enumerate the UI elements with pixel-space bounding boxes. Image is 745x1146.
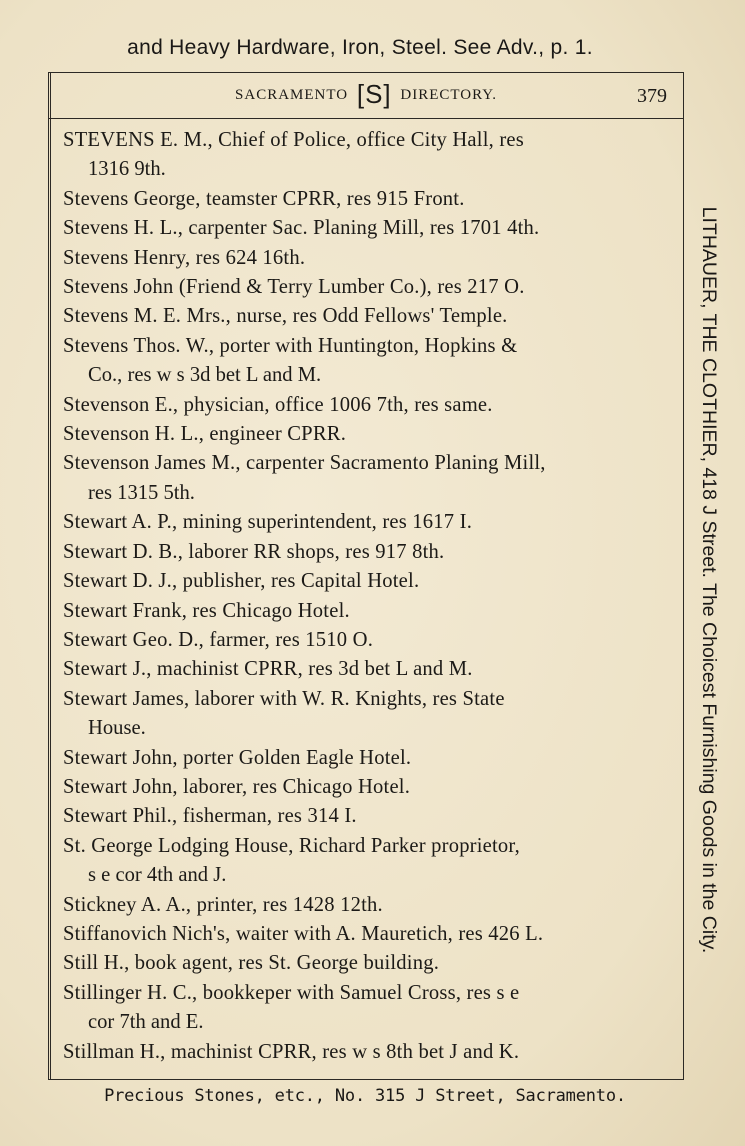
directory-entry (63, 744, 675, 773)
entry-text: Stevens George, teamster CPRR, res 915 Front. (63, 187, 465, 210)
directory-entry (63, 949, 675, 978)
directory-entry (63, 773, 675, 802)
directory-entry (63, 420, 675, 449)
directory-entry (63, 1038, 675, 1067)
entry-text: Stillinger H. C., bookkeper with Samuel Cross, res s e (63, 981, 520, 1004)
directory-entry (63, 920, 675, 949)
running-head (49, 73, 683, 119)
entry-text: Stevens H. L., carpenter Sac. Planing Mill, res 1701 4th. (63, 217, 540, 240)
directory-entry (63, 508, 675, 537)
entry-text: Stewart James, laborer with W. R. Knights, res State (63, 687, 505, 710)
directory-entry (63, 244, 675, 273)
directory-listing (63, 126, 675, 1067)
directory-entry (63, 655, 675, 684)
directory-entry (63, 449, 675, 508)
entry-text: Stevenson E., physician, office 1006 7th, res same. (63, 393, 493, 416)
entry-continuation: s e cor 4th and J. (88, 864, 227, 887)
directory-entry (63, 802, 675, 831)
directory-entry (63, 832, 675, 891)
entry-text: Stiffanovich Nich's, waiter with A. Mauretich, res 426 L. (63, 922, 544, 945)
frame-inner-rule (50, 72, 51, 1080)
entry-text: Stewart Phil., fisherman, res 314 I. (63, 805, 357, 828)
entry-continuation: cor 7th and E. (88, 1011, 204, 1034)
entry-continuation: 1316 9th. (88, 158, 166, 181)
side-advertisement: LITHAUER, THE CLOTHIER, 418 J Street. The Choicest Furnishing Goods in the City. (698, 206, 720, 954)
entry-text: Stewart D. J., publisher, res Capital Hotel. (63, 570, 420, 593)
entry-text: Stevens Henry, res 624 16th. (63, 246, 306, 269)
directory-entry (63, 538, 675, 567)
directory-entry (63, 567, 675, 596)
running-head-title (49, 79, 683, 110)
entry-text: STEVENS E. M., Chief of Police, office City Hall, res (63, 129, 524, 151)
entry-text: Stevens Thos. W., porter with Huntington, Hopkins & (63, 334, 518, 357)
entry-continuation: House. (88, 717, 146, 740)
directory-entry (63, 273, 675, 302)
entry-text: Stewart A. P., mining superintendent, res 1617 I. (63, 511, 473, 534)
directory-entry (63, 685, 675, 744)
entry-text: Stewart John, laborer, res Chicago Hotel. (63, 775, 411, 798)
entry-text: Still H., book agent, res St. George building. (63, 952, 440, 975)
directory-entry (63, 214, 675, 243)
directory-entry (63, 626, 675, 655)
page-number: 379 (637, 85, 667, 107)
entry-text: Stevenson James M., carpenter Sacramento Planing Mill, (63, 452, 546, 475)
running-head-word: DIRECTORY. (400, 87, 497, 103)
entry-text: Stewart J., machinist CPRR, res 3d bet L and M. (63, 658, 473, 681)
top-advertisement-banner: and Heavy Hardware, Iron, Steel. See Adv., p. 1. (127, 36, 593, 59)
entry-text: Stevens M. E. Mrs., nurse, res Odd Fellows' Temple. (63, 305, 508, 328)
directory-entry (63, 126, 675, 185)
entry-text: Stevens John (Friend & Terry Lumber Co.), res 217 O. (63, 276, 525, 299)
directory-entry (63, 979, 675, 1038)
directory-entry (63, 302, 675, 331)
entry-text: Stillman H., machinist CPRR, res w s 8th bet J and K. (63, 1040, 520, 1063)
directory-entry (63, 391, 675, 420)
entry-text: Stewart Geo. D., farmer, res 1510 O. (63, 628, 374, 651)
running-head-city: SACRAMENTO (235, 87, 349, 103)
entry-text: Stewart John, porter Golden Eagle Hotel. (63, 746, 412, 769)
running-head-letter: [S] (356, 79, 392, 109)
directory-entry (63, 185, 675, 214)
directory-entry (63, 332, 675, 391)
entry-text: St. George Lodging House, Richard Parker proprietor, (63, 834, 521, 857)
directory-entry (63, 597, 675, 626)
entry-continuation: res 1315 5th. (88, 481, 195, 504)
directory-entry (63, 891, 675, 920)
entry-text: Stewart Frank, res Chicago Hotel. (63, 599, 350, 622)
entry-text: Stevenson H. L., engineer CPRR. (63, 423, 347, 446)
entry-text: Stewart D. B., laborer RR shops, res 917 8th. (63, 540, 445, 563)
entry-text: Stickney A. A., printer, res 1428 12th. (63, 893, 383, 916)
bottom-advertisement-banner: Precious Stones, etc., No. 315 J Street, Sacramento. (104, 1086, 626, 1106)
entry-continuation: Co., res w s 3d bet L and M. (88, 364, 322, 387)
